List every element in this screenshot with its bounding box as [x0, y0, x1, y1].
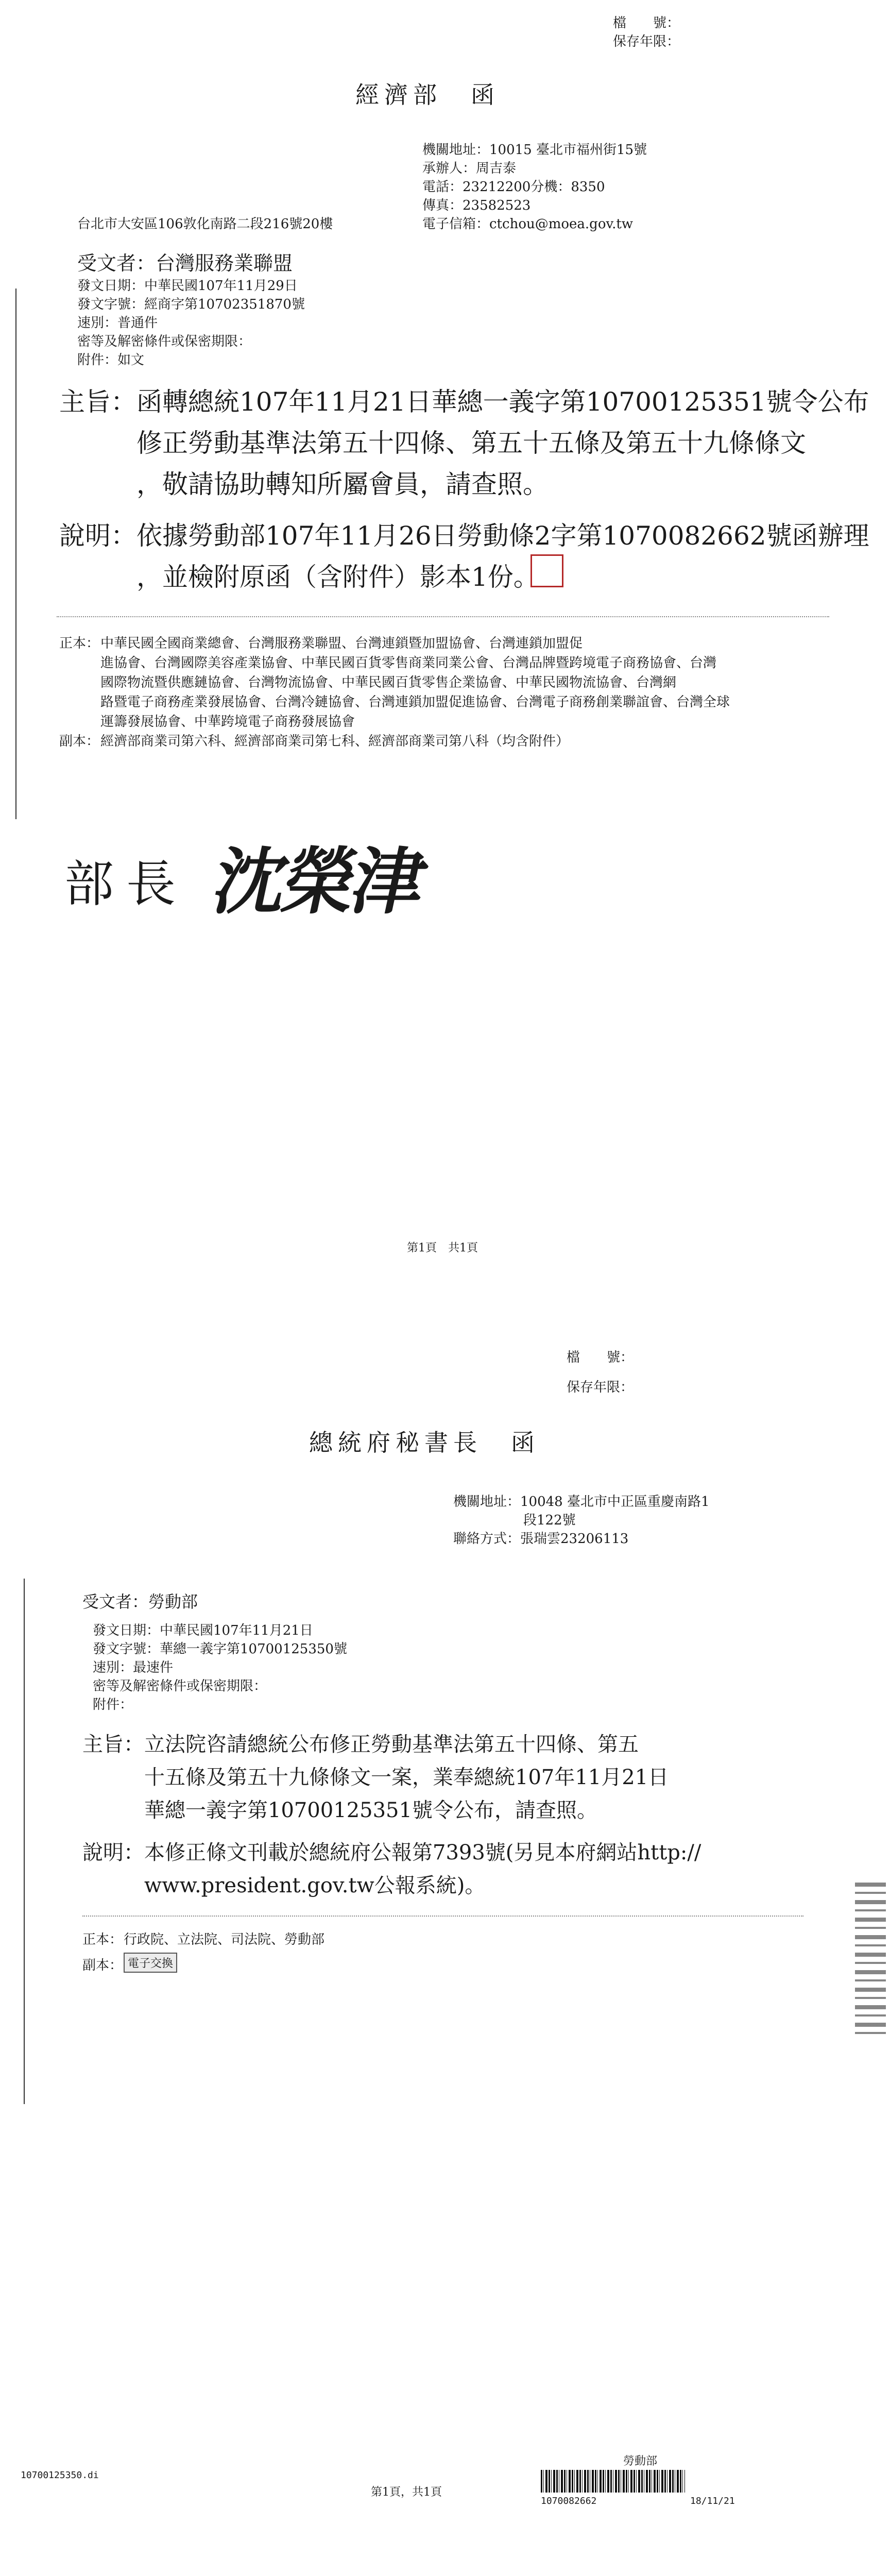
subject-label: 主旨： [59, 387, 136, 417]
org-address: 機關地址：10048 臺北市中正區重慶南路1 [453, 1494, 710, 1510]
issue-number: 發文字號：華總一義字第10700125350號 [93, 1641, 347, 1657]
receipt-date: 18/11/21 [690, 2496, 735, 2506]
separator [82, 1916, 803, 1917]
speed: 速別：最速件 [93, 1660, 174, 1675]
copies-line: 路暨電子商務產業發展協會、台灣冷鏈協會、台灣連鎖加盟促進協會、台灣電子商務創業聯誼會、台灣全球 [100, 694, 730, 710]
retention-label: 保存年限： [567, 1380, 634, 1395]
copies-line: 中華民國全國商業總會、台灣服務業聯盟、台灣連鎖暨加盟協會、台灣連鎖加盟促 [100, 636, 583, 651]
org-contact: 聯絡方式：張瑞雲23206113 [453, 1531, 629, 1547]
binding-line [24, 1579, 25, 2104]
signature: 沈榮津 [206, 840, 431, 924]
copies-line: 進協會、台灣國際美容產業協會、中華民國百貨零售商業同業公會、台灣品牌暨跨境電子商務協會、台灣 [100, 655, 717, 671]
copies-label: 正本： [82, 1932, 123, 1947]
explanation-label: 說明： [59, 521, 136, 551]
org-address: 機關地址：10015 臺北市福州街15號 [422, 142, 647, 158]
copies-line: 運籌發展協會、中華跨境電子商務發展協會 [100, 714, 355, 730]
subject-line: ，敬請協助轉知所屬會員，請查照。 [136, 469, 549, 499]
org-phone: 電話：23212200分機：8350 [422, 179, 605, 195]
org-address-cont: 段122號 [523, 1513, 576, 1528]
cc-label: 副本： [82, 1958, 123, 1973]
issue-number: 發文字號：經商字第10702351870號 [77, 297, 305, 312]
document-page-2 [0, 1290, 890, 2576]
cc-text: 經濟部商業司第六科、經濟部商業司第七科、經濟部商業司第八科（均含附件） [100, 734, 570, 749]
recipient-address: 台北市大安區106敦化南路二段216號20樓 [77, 216, 333, 232]
org-fax: 傳真：23582523 [422, 198, 531, 213]
page-title: 總統府秘書長 函 [309, 1429, 540, 1456]
subject-line: 立法院咨請總統公布修正勞動基準法第五十四條、第五 [144, 1733, 639, 1756]
attachment: 附件：如文 [77, 352, 145, 368]
copies-label: 正本： [59, 636, 100, 651]
page-footer: 第1頁 共1頁 [407, 1242, 478, 1255]
copies-text: 行政院、立法院、司法院、勞動部 [124, 1932, 325, 1947]
org-email: 電子信箱：ctchou@moea.gov.tw [422, 216, 634, 232]
issue-date: 發文日期：中華民國107年11月29日 [77, 278, 298, 294]
explanation-label: 說明： [82, 1841, 144, 1865]
page-footer: 第1頁，共1頁 [371, 2486, 442, 2499]
subject-label: 主旨： [82, 1733, 144, 1756]
exchange-stamp: 電子交換 [124, 1953, 177, 1973]
explanation-line: 本修正條文刊載於總統府公報第7393號(另見本府網站http:// [144, 1841, 701, 1865]
secrecy: 密等及解密條件或保密期限： [93, 1679, 267, 1694]
retention-label: 保存年限： [613, 34, 680, 49]
issue-date: 發文日期：中華民國107年11月21日 [93, 1623, 313, 1638]
explanation-line: www.president.gov.tw公報系統)。 [144, 1874, 486, 1897]
subject-line: 修正勞動基準法第五十四條、第五十五條及第五十九條條文 [136, 428, 806, 458]
speed: 速別：普通件 [77, 315, 158, 331]
subject-line: 十五條及第五十九條條文一案，業奉總統107年11月21日 [144, 1766, 669, 1789]
file-number-label: 檔 號： [613, 15, 680, 31]
file-name: 10700125350.di [21, 2470, 99, 2481]
binding-line [15, 289, 16, 819]
subject-line: 華總一義字第10700125351號令公布，請查照。 [144, 1799, 597, 1822]
cc-label: 副本： [59, 734, 100, 749]
side-strip [855, 1883, 886, 2037]
receipt-org: 勞動部 [623, 2455, 658, 2468]
explanation-line: ，並檢附原函（含附件）影本1份。 [136, 562, 539, 592]
recipient: 受文者：勞動部 [82, 1592, 198, 1612]
file-number-label: 檔 號： [567, 1350, 634, 1365]
signature-title: 部長 [64, 855, 188, 913]
explanation-line: 依據勞動部107年11月26日勞動條2字第1070082662號函辦理 [136, 521, 869, 551]
receipt-number: 1070082662 [541, 2496, 597, 2506]
subject-line: 函轉總統107年11月21日華總一義字第10700125351號令公布 [136, 387, 869, 417]
receipt-barcode [541, 2470, 685, 2493]
recipient: 受文者：台灣服務業聯盟 [77, 252, 293, 275]
copies-line: 國際物流暨供應鏈協會、台灣物流協會、中華民國百貨零售企業協會、中華民國物流協會、台灣網 [100, 675, 677, 690]
separator [57, 616, 829, 617]
org-contact: 承辦人：周吉泰 [422, 161, 517, 176]
secrecy: 密等及解密條件或保密期限： [77, 334, 252, 349]
seal-mark [530, 554, 563, 587]
attachment: 附件： [93, 1697, 133, 1713]
page-title: 經濟部 函 [355, 81, 500, 109]
